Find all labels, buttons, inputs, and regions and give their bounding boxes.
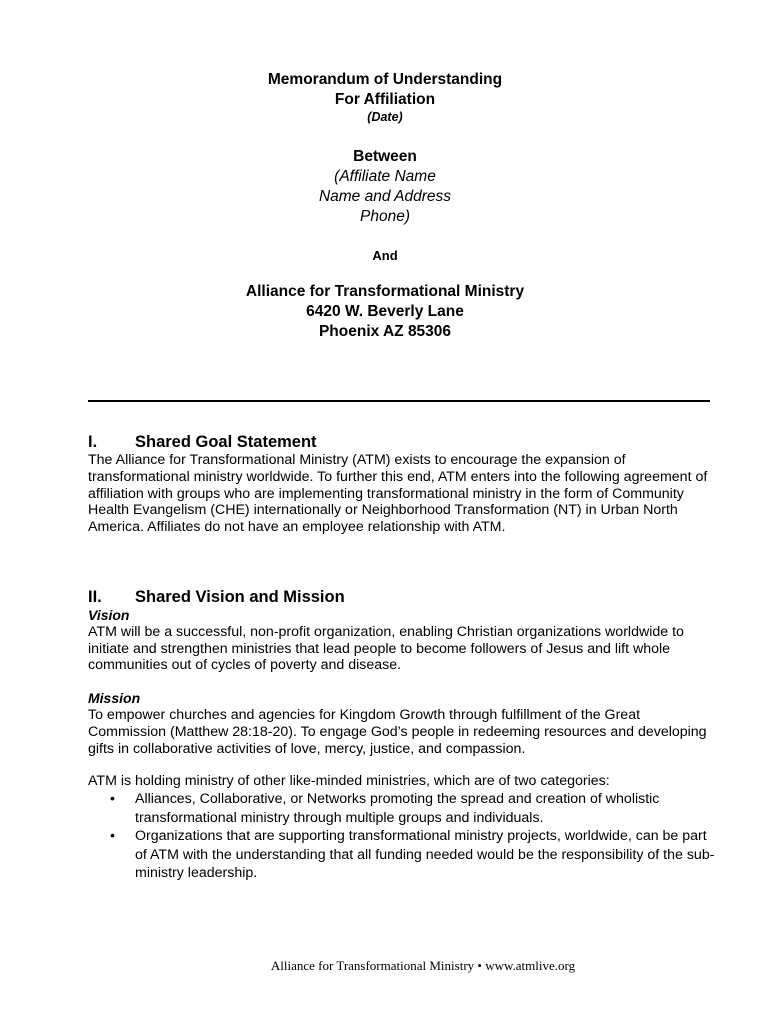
list-item — [88, 790, 718, 827]
affiliate-phone-line: Phone) — [360, 208, 410, 225]
mission-label: Mission — [88, 690, 141, 707]
section-heading — [88, 587, 718, 607]
section-title: Shared Vision and Mission — [135, 588, 345, 606]
section-number: II. — [88, 588, 102, 606]
section-title: Shared Goal Statement — [135, 433, 317, 451]
affiliate-name-line: (Affiliate Name — [334, 168, 436, 185]
vision-label: Vision — [88, 607, 130, 623]
list-item-text: Organizations that are supporting transformational ministry projects, worldwide, can be part of ATM with the understanding that all funding needed would be the responsibility of the sub-ministry leadership. — [135, 828, 715, 882]
mission-text: To empower churches and agencies for Kingdom Growth through fulfillment of the Great Commission (Matthew 28:18-20). To engage God’s people in redeeming resources and developing gifts in collaborative activities of love, mercy, justice, and compassion. — [88, 706, 707, 757]
affiliate-block — [0, 167, 770, 227]
affiliate-address-line: Name and Address — [318, 188, 452, 205]
vision-text: ATM will be a successful, non-profit organization, enabling Christian organizations worldwide to initiate and strengthen ministries that lead people to become followers of Jesus and lift whole communities out of cycles of poverty and disease. — [88, 623, 684, 674]
organization-name: Alliance for Transformational Ministry — [245, 283, 525, 300]
between-label: Between — [353, 148, 417, 165]
document-subtitle: For Affiliation — [334, 91, 436, 108]
date-placeholder: (Date) — [367, 110, 403, 124]
holding-text: ATM is holding ministry of other like-minded ministries, which are of two categories: — [88, 773, 610, 790]
section-vision-mission — [88, 587, 718, 883]
and-label: And — [372, 248, 398, 263]
section-shared-goal — [88, 432, 718, 536]
document-title: Memorandum of Understanding — [267, 71, 503, 88]
organization-city: Phoenix AZ 85306 — [318, 323, 452, 340]
section-body: The Alliance for Transformational Ministry (ATM) exists to encourage the expansion of transformational ministry worldwide. To further this end, ATM enters into the following agreement of affiliation with groups who are implementing transformational ministry in the form of Community Health Evangelism (CHE) internationally or Neighborhood Transformation (NT) in Urban North America. Affiliates do not have an employee relationship with ATM. — [88, 452, 708, 536]
section-heading — [88, 432, 718, 452]
organization-block — [0, 282, 770, 342]
page-footer: Alliance for Transformational Ministry • www.atmlive.org — [270, 958, 576, 973]
section-number: I. — [88, 433, 98, 451]
category-list — [88, 790, 718, 883]
list-item — [88, 827, 718, 883]
bullet-icon: • — [110, 828, 115, 845]
horizontal-divider — [88, 400, 710, 402]
list-item-text: Alliances, Collaborative, or Networks promoting the spread and creation of wholistic transformational ministry through multiple groups and individuals. — [135, 791, 660, 826]
bullet-icon: • — [110, 791, 115, 808]
organization-street: 6420 W. Beverly Lane — [306, 303, 464, 320]
